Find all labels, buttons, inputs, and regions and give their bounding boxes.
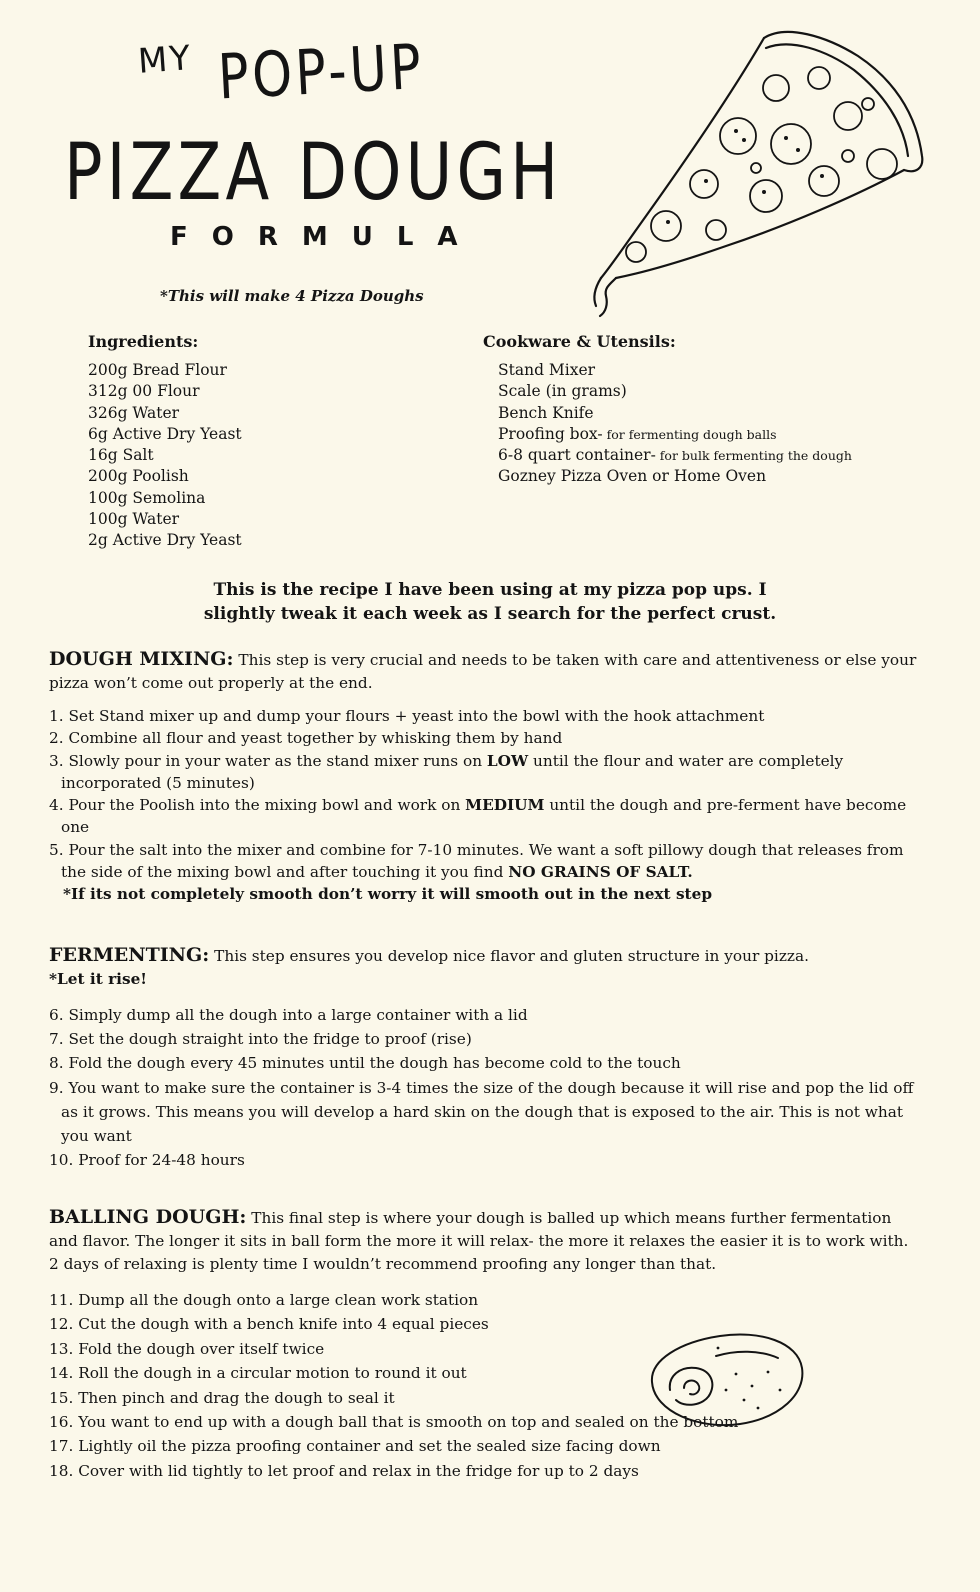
title-pop-up: POP-UP [216,29,426,114]
makes-note: *This will make 4 Pizza Doughs [160,287,424,305]
step-item: 17. Lightly oil the pizza proofing container and set the sealed size facing down [49,1437,661,1456]
section-intro: BALLING DOUGH: This final step is where your dough is balled up which means further fermentation and flavor. The longer it sits in ball form the more it will relax- the more it relaxes the easier it is to work with. 2 days of relaxing is plenty time I wouldn’t recommend proofing any longer than that. [49,1206,909,1273]
intro-line: slightly tweak it each week as I search for the perfect crust. [203,604,777,624]
section-intro: FERMENTING: This step ensures you develop nice flavor and gluten structure in your pizza. [49,944,809,966]
section-note: *Let it rise! [49,970,148,988]
step-note: *If its not completely smooth don’t worry it will smooth out in the next step [63,885,713,904]
step-item: 1. Set Stand mixer up and dump your flours + yeast into the bowl with the hook attachment [49,707,765,725]
step-item: 9. You want to make sure the container is 3-4 times the size of the dough because it will rise and pop the lid off as it grows. This means you will develop a hard skin on the dough that is exposed to the air. This is not what you want [49,1078,914,1146]
list-item: 2g Active Dry Yeast [88,531,242,550]
list-item: 200g Poolish [88,467,189,486]
list-item: 200g Bread Flour [88,361,227,379]
list-item: Scale (in grams) [498,382,627,401]
step-item: 16. You want to end up with a dough ball that is smooth on top and sealed on the bottom [49,1413,739,1432]
section-title: FERMENTING: [49,944,210,966]
step-item: 5. Pour the salt into the mixer and combine for 7-10 minutes. We want a soft pillowy dough that releases from the side of the mixing bowl and after touching it you find NO GRAINS OF SALT. [49,840,904,882]
list-item: 6g Active Dry Yeast [88,424,242,443]
section-fermenting [49,944,929,1172]
list-item: 100g Water [88,510,180,529]
title-formula: FORMULA [170,222,482,252]
step-item: 8. Fold the dough every 45 minutes until the dough has become cold to the touch [49,1054,681,1073]
ingredients-heading: Ingredients: [88,332,199,351]
step-item: 15. Then pinch and drag the dough to seal it [49,1388,395,1407]
list-item: 312g 00 Flour [88,382,200,401]
list-item: 16g Salt [88,446,154,465]
step-item: 6. Simply dump all the dough into a large container with a lid [49,1006,528,1024]
recipe-intro [0,578,980,626]
section-dough-mixing [49,648,929,906]
step-item: 12. Cut the dough with a bench knife into 4 equal pieces [49,1315,489,1334]
step-item: 4. Pour the Poolish into the mixing bowl and work on MEDIUM until the dough and pre-ferment have become one [49,796,907,837]
step-item: 3. Slowly pour in your water as the stand mixer runs on LOW until the flour and water are completely incorporated (5 minutes) [49,751,844,792]
intro-line: This is the recipe I have been using at my pizza pop ups. I [213,580,767,600]
list-item: Proofing box- for fermenting dough balls [498,424,777,443]
step-item: 13. Fold the dough over itself twice [49,1339,325,1358]
cookware-heading: Cookware & Utensils: [483,332,676,351]
ingredients-list [88,360,242,552]
title-pizza-dough: PIZZA DOUGH [64,128,563,218]
list-item: 326g Water [88,403,180,422]
list-item: Stand Mixer [498,361,596,379]
section-title: DOUGH MIXING: [49,648,234,670]
list-item: 6-8 quart container- for bulk fermenting the dough [498,446,852,465]
steps-list [49,705,929,906]
step-item: 2. Combine all flour and yeast together by whisking them by hand [49,729,563,748]
pizza-slice-illustration [586,16,936,326]
step-item: 18. Cover with lid tightly to let proof and relax in the fridge for up to 2 days [49,1461,639,1480]
list-item: 100g Semolina [88,488,206,507]
step-item: 7. Set the dough straight into the fridge to proof (rise) [49,1030,472,1049]
step-item: 14. Roll the dough in a circular motion to round it out [49,1364,467,1383]
list-item: Gozney Pizza Oven or Home Oven [498,467,767,486]
step-item: 11. Dump all the dough onto a large clean work station [49,1291,479,1309]
step-item: 10. Proof for 24-48 hours [49,1151,245,1170]
dough-ball-illustration [640,1320,810,1430]
cookware-list [498,360,852,488]
steps-list [49,1003,929,1172]
title-my: MY [136,38,194,82]
list-item: Bench Knife [498,403,594,422]
section-intro: DOUGH MIXING: This step is very crucial and needs to be taken with care and attentiveness or else your pizza won’t come out properly at the end. [49,648,917,692]
section-title: BALLING DOUGH: [49,1206,247,1228]
